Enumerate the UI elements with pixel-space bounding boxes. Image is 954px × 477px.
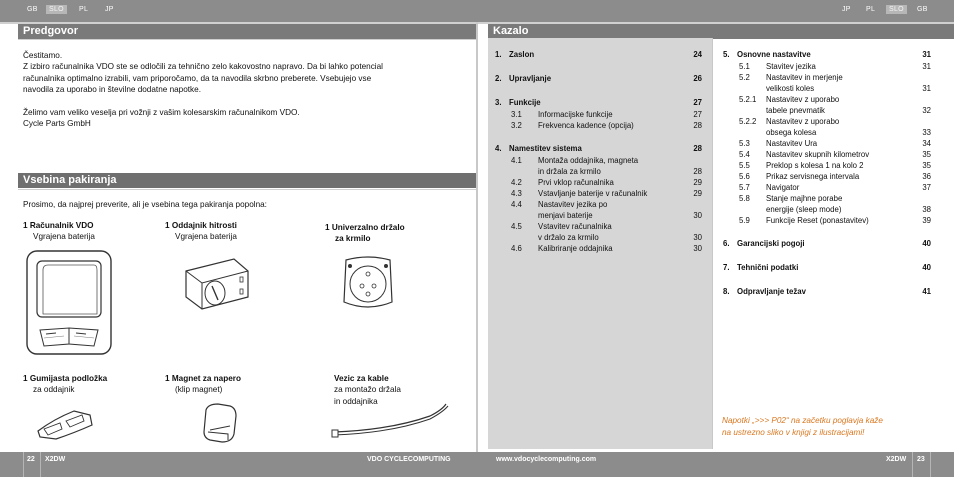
- toc-entry-page: 30: [693, 211, 702, 220]
- illustration-note: [722, 415, 942, 439]
- toc-entry-page: 26: [693, 74, 702, 83]
- toc-entry-title: Zaslon: [509, 50, 535, 59]
- note-line: Napotki „>>> P02“ na začetku poglavja kaže: [722, 416, 883, 425]
- toc-entry-title: Informacijske funkcije: [538, 110, 613, 119]
- toc-entry-title-continued: v držalo za krmilo: [538, 233, 599, 242]
- toc-entry-number: 1.: [495, 50, 502, 59]
- lang-pl-left[interactable]: PL: [79, 6, 89, 13]
- toc-entry-number: 3.1: [511, 110, 522, 119]
- lang-slo-right[interactable]: SLO: [886, 5, 907, 14]
- toc-entry-page: 29: [693, 178, 702, 187]
- toc-entry-title: Nastavitev Ura: [766, 139, 818, 148]
- lang-jp-right[interactable]: JP: [842, 6, 851, 13]
- toc-entry-title-continued: velikosti koles: [766, 84, 815, 93]
- toc-entry-page: 40: [922, 263, 931, 272]
- item-subtitle: za oddajnik: [33, 385, 75, 395]
- lang-slo-left[interactable]: SLO: [46, 5, 67, 14]
- toc-entry-number: 5.2.2: [739, 117, 757, 126]
- package-intro: Prosimo, da najprej preverite, ali je vsebina tega pakiranja popolna:: [23, 200, 267, 209]
- toc-entry-title: Nastavitev in merjenje: [766, 73, 843, 82]
- item-subtitle: za montažo držala: [334, 385, 401, 395]
- toc-entry-number: 4.1: [511, 156, 522, 165]
- package-heading: Vsebina pakiranja: [18, 173, 476, 188]
- toc-section-entry: [0, 139, 954, 149]
- item-subtitle: (klip magnet): [175, 385, 223, 395]
- toc-entry-page: 34: [922, 139, 931, 148]
- footer-separator: [23, 452, 24, 477]
- toc-entry-number: 5.1: [739, 62, 750, 71]
- toc-chapter-entry: [0, 263, 954, 273]
- toc-entry-number: 8.: [723, 287, 730, 296]
- toc-entry-title-continued: energije (sleep mode): [766, 205, 842, 214]
- toc-chapter-entry: [0, 287, 954, 297]
- toc-entry-title: Preklop s kolesa 1 na kolo 2: [766, 161, 864, 170]
- toc-entry-title: Namestitev sistema: [509, 144, 582, 153]
- toc-entry-number: 5.3: [739, 139, 750, 148]
- item-subtitle: Vgrajena baterija: [33, 232, 95, 242]
- toc-entry-title: Prvi vklop računalnika: [538, 178, 614, 187]
- footer-left-model: X2DW: [45, 456, 66, 463]
- toc-entry-title: Odpravljanje težav: [737, 287, 806, 296]
- toc-entry-title: Osnovne nastavitve: [737, 50, 811, 59]
- toc-entry-number: 7.: [723, 263, 730, 272]
- toc-entry-title: Stanje majhne porabe: [766, 194, 843, 203]
- preface-line: Želimo vam veliko veselja pri vožnji z vašim kolesarskim računalnikom VDO.: [23, 108, 300, 118]
- note-line: na ustrezno sliko v knjigi z ilustracijami!: [722, 428, 865, 437]
- toc-entry-number: 3.: [495, 98, 502, 107]
- toc-entry-number: 5.2: [739, 73, 750, 82]
- item-subtitle: za krmilo: [335, 234, 371, 244]
- toc-entry-number: 5.4: [739, 150, 750, 159]
- footer-separator: [930, 452, 931, 477]
- lang-gb-right[interactable]: GB: [917, 6, 928, 13]
- toc-entry-page: 39: [922, 216, 931, 225]
- toc-entry-page: 32: [922, 106, 931, 115]
- toc-entry-title: Kalibriranje oddajnika: [538, 244, 613, 253]
- toc-entry-page: 37: [922, 183, 931, 192]
- toc-section-entry: [0, 150, 954, 160]
- toc-entry-title: Funkcije: [509, 98, 541, 107]
- item-title: 1 Oddajnik hitrosti: [165, 221, 237, 230]
- toc-section-entry: [0, 172, 954, 182]
- item-title: Vezic za kable: [334, 374, 389, 383]
- toc-entry-title: Montaža oddajnika, magneta: [538, 156, 639, 165]
- toc-entry-number: 2.: [495, 74, 502, 83]
- toc-entry-title: Upravljanje: [509, 74, 552, 83]
- toc-entry-title: Nastavitev skupnih kilometrov: [766, 150, 870, 159]
- toc-entry-title-continued: tabele pnevmatik: [766, 106, 825, 115]
- toc-entry-number: 4.: [495, 144, 502, 153]
- toc-entry-page: 31: [922, 50, 931, 59]
- toc-entry-page: 36: [922, 172, 931, 181]
- item-title: 1 Univerzalno držalo: [325, 223, 405, 232]
- footer-separator: [912, 452, 913, 477]
- toc-entry-title: Nastavitev z uporabo: [766, 95, 840, 104]
- footer-brand: VDO CYCLECOMPUTING: [367, 456, 451, 463]
- toc-entry-title-continued: menjavi baterije: [538, 211, 593, 220]
- toc-entry-page: 38: [922, 205, 931, 214]
- toc-entry-page: 28: [693, 167, 702, 176]
- toc-section-entry: [0, 62, 954, 72]
- toc-entry-number: 6.: [723, 239, 730, 248]
- toc-entry-page: 35: [922, 150, 931, 159]
- toc-entry-page: 30: [693, 244, 702, 253]
- toc-entry-title: Garancijski pogoji: [737, 239, 805, 248]
- toc-entry-page: 28: [693, 144, 702, 153]
- toc-entry-number: 4.6: [511, 244, 522, 253]
- preface-line: navodila za uporabo in številne dodatne napotke.: [23, 85, 201, 95]
- toc-chapter-entry: [0, 50, 954, 60]
- toc-entry-number: 5.5: [739, 161, 750, 170]
- toc-entry-page: 29: [693, 189, 702, 198]
- toc-entry-page: 41: [922, 287, 931, 296]
- toc-entry-title: Stavitev jezika: [766, 62, 816, 71]
- preface-line: računalnika optimalno izrabili, vam priporočamo, da ta navodila skrbno preberete. Vsebujejo vse: [23, 73, 372, 83]
- item-title: 1 Gumijasta podložka: [23, 374, 108, 383]
- toc-entry-number: 3.2: [511, 121, 522, 130]
- toc-section-entry: [0, 183, 954, 193]
- toc-section-entry: [0, 161, 954, 171]
- toc-section-entry: [0, 117, 954, 137]
- toc-entry-page: 31: [922, 62, 931, 71]
- preface-line: Z izbiro računalnika VDO ste se odločili za tehnično zelo kakovostno napravo. Da bi lahko potencial: [23, 62, 383, 72]
- toc-entry-number: 4.2: [511, 178, 522, 187]
- toc-chapter-entry: [0, 239, 954, 249]
- toc-entry-page: 24: [693, 50, 702, 59]
- toc-entry-page: 30: [693, 233, 702, 242]
- toc-entry-title: Navigator: [766, 183, 800, 192]
- toc-entry-page: 28: [693, 121, 702, 130]
- item-subtitle: in oddajnika: [334, 396, 378, 406]
- toc-entry-page: 33: [922, 128, 931, 137]
- toc-entry-title-continued: in držala za krmilo: [538, 167, 601, 176]
- footer-separator: [40, 452, 41, 477]
- toc-section-entry: [0, 216, 954, 226]
- toc-heading: Kazalo: [488, 24, 954, 39]
- toc-entry-page: 27: [693, 110, 702, 119]
- lang-jp-left[interactable]: JP: [105, 6, 114, 13]
- toc-entry-page: 31: [922, 84, 931, 93]
- item-subtitle: Vgrajena baterija: [175, 232, 237, 242]
- toc-entry-title: Nastavitev z uporabo: [766, 117, 840, 126]
- toc-entry-number: 5.8: [739, 194, 750, 203]
- footer-right-model: X2DW: [886, 456, 907, 463]
- preface-heading: Predgovor: [18, 24, 476, 39]
- preface-line: Čestitamo.: [23, 51, 63, 60]
- toc-entry-title: Vstavitev računalnika: [538, 222, 612, 231]
- item-title: 1 Računalnik VDO: [23, 221, 94, 230]
- footer-bar: [0, 452, 954, 477]
- preface-line: Cycle Parts GmbH: [23, 119, 91, 129]
- toc-entry-page: 40: [922, 239, 931, 248]
- toc-entry-title: Frekvenca kadence (opcija): [538, 121, 634, 130]
- toc-entry-title: Nastavitev jezika po: [538, 200, 608, 209]
- footer-right-page-number: 23: [917, 456, 925, 463]
- footer-left-page-number: 22: [27, 456, 35, 463]
- toc-entry-number: 5.2.1: [739, 95, 757, 104]
- footer-website-link[interactable]: www.vdocyclecomputing.com: [496, 456, 597, 463]
- toc-entry-title: Tehnični podatki: [737, 263, 799, 272]
- lang-pl-right[interactable]: PL: [866, 6, 876, 13]
- toc-entry-number: 4.5: [511, 222, 522, 231]
- toc-entry-page: 35: [922, 161, 931, 170]
- toc-entry-title-continued: obsega kolesa: [766, 128, 817, 137]
- toc-entry-number: 5.7: [739, 183, 750, 192]
- toc-entry-number: 4.4: [511, 200, 522, 209]
- item-title: 1 Magnet za napero: [165, 374, 241, 383]
- lang-gb-left[interactable]: GB: [27, 6, 38, 13]
- toc-entry-title: Vstavljanje baterije v računalnik: [538, 189, 648, 198]
- toc-entry-number: 5.6: [739, 172, 750, 181]
- toc-entry-number: 5.: [723, 50, 730, 59]
- toc-entry-number: 4.3: [511, 189, 522, 198]
- toc-entry-title: Prikaz servisnega intervala: [766, 172, 860, 181]
- toc-entry-page: 27: [693, 98, 702, 107]
- toc-entry-number: 5.9: [739, 216, 750, 225]
- toc-entry-title: Funkcije Reset (ponastavitev): [766, 216, 869, 225]
